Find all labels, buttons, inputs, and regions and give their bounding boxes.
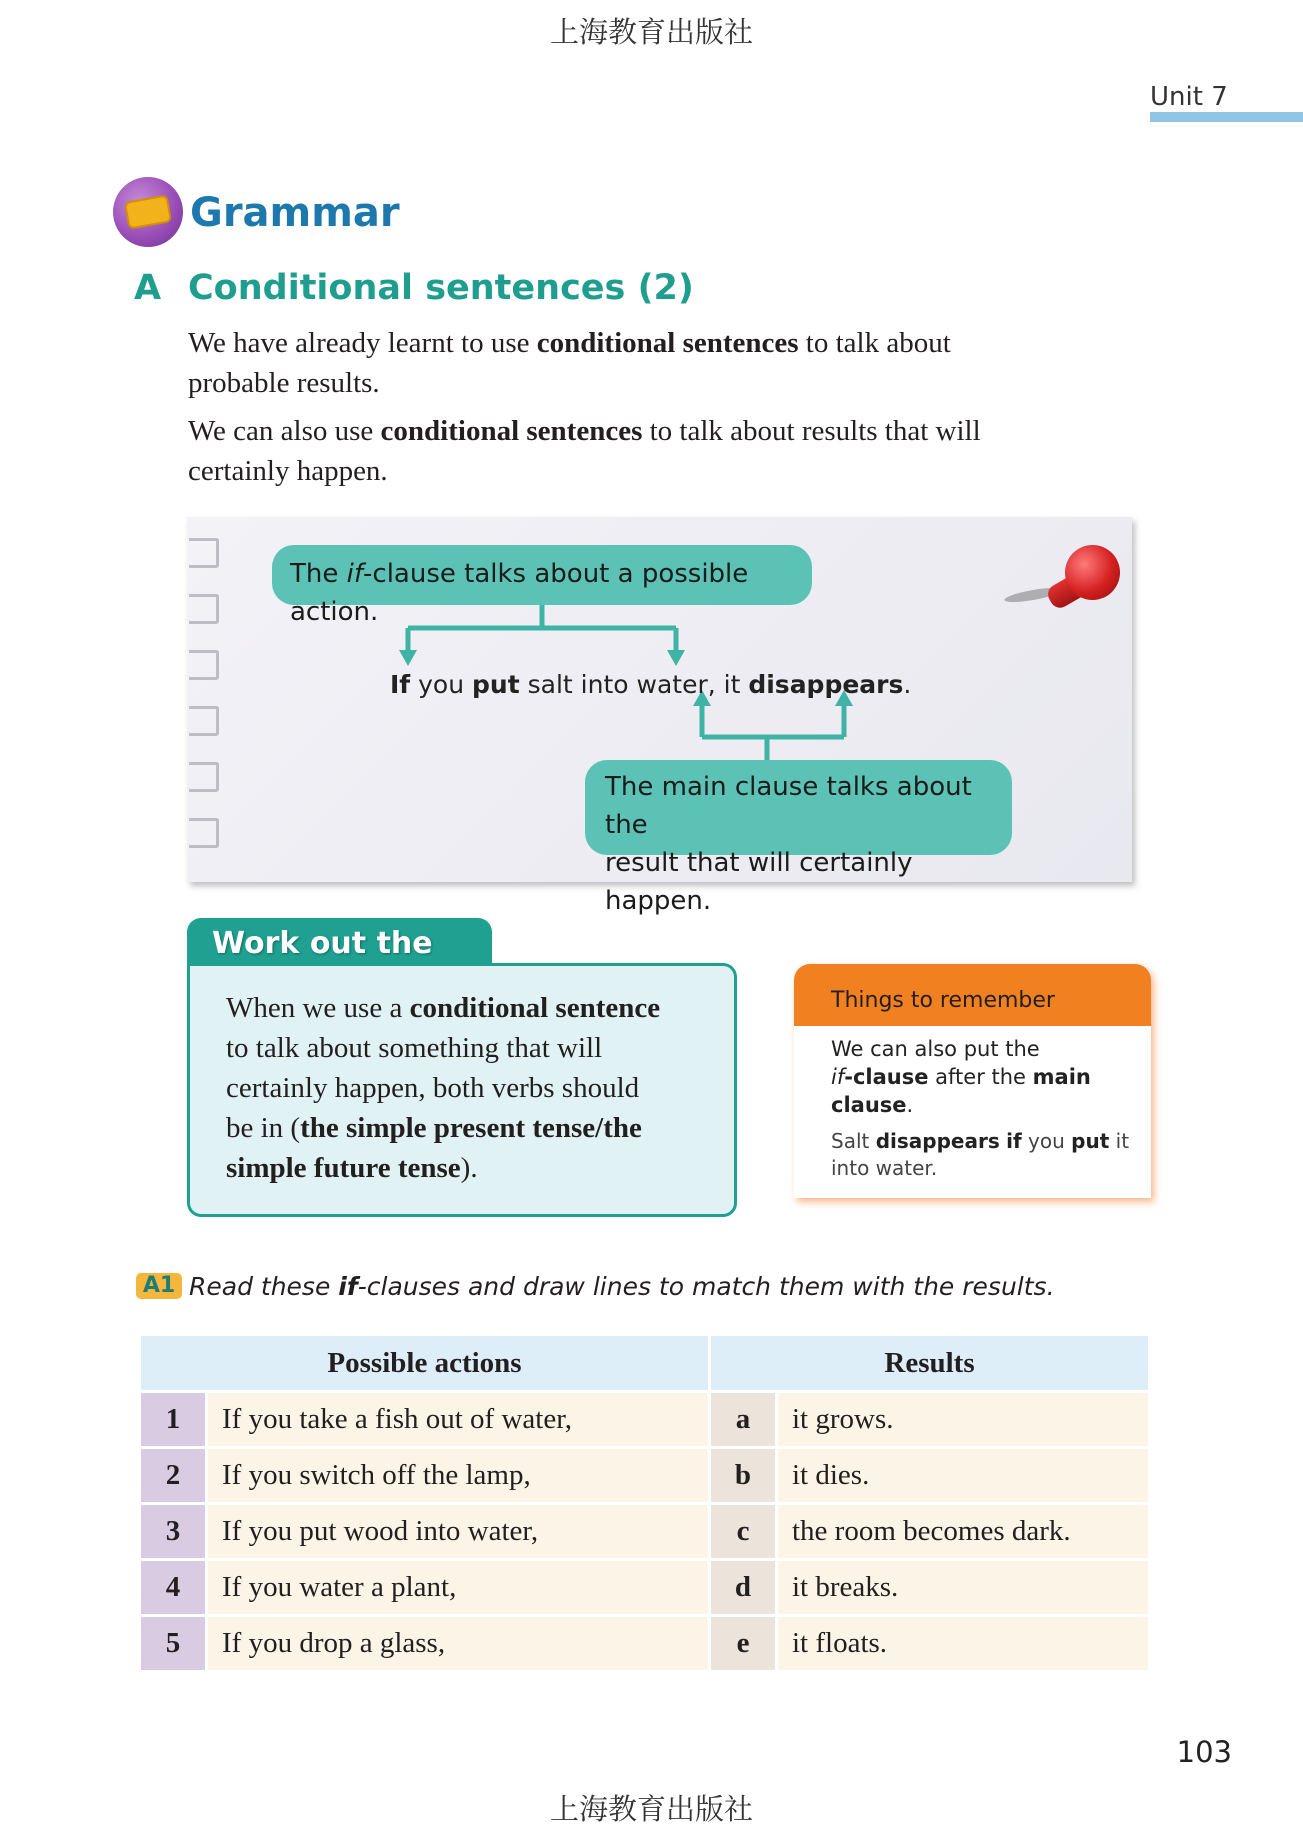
puzzle-icon xyxy=(113,177,183,247)
notebook-ring xyxy=(189,818,219,848)
work-out-rule-tab: Work out the xyxy=(187,918,492,970)
result-cell[interactable]: it breaks. xyxy=(778,1561,1148,1614)
exercise-instruction: Read these if-clauses and draw lines to match them with the results. xyxy=(189,1272,1055,1301)
page-number: 103 xyxy=(1176,1735,1232,1769)
exercise-badge: A1 xyxy=(136,1273,182,1299)
intro-paragraph-2: We can also use conditional sentences to talk about results that will certainly happen. xyxy=(188,415,981,487)
grammar-heading: Grammar xyxy=(190,190,400,236)
row-number: 3 xyxy=(141,1505,205,1558)
notebook-ring xyxy=(189,650,219,680)
remember-example: Salt disappears if you put it into water. xyxy=(831,1129,1130,1180)
pushpin-head-icon xyxy=(1065,545,1120,600)
remember-body: We can also put the if-clause after the main clause. Salt disappears if you put it into water. xyxy=(794,1026,1151,1182)
action-cell[interactable]: If you drop a glass, xyxy=(208,1617,708,1670)
unit-label: Unit 7 xyxy=(1150,82,1228,112)
table-row xyxy=(141,1617,1148,1670)
matching-table xyxy=(138,1333,1151,1673)
action-cell[interactable]: If you switch off the lamp, xyxy=(208,1449,708,1502)
notebook-ring xyxy=(189,538,219,568)
result-letter: d xyxy=(711,1561,775,1614)
publisher-footer: 上海教育出版社 xyxy=(549,1792,753,1826)
action-cell[interactable]: If you water a plant, xyxy=(208,1561,708,1614)
example-sentence: If you put salt into water, it disappears. xyxy=(390,670,912,699)
if-clause-bubble: The if-clause talks about a possible action. xyxy=(272,545,812,605)
unit-bar xyxy=(1150,112,1303,122)
row-number: 5 xyxy=(141,1617,205,1670)
action-cell[interactable]: If you take a fish out of water, xyxy=(208,1393,708,1446)
row-number: 4 xyxy=(141,1561,205,1614)
table-row xyxy=(141,1505,1148,1558)
notebook-ring xyxy=(189,594,219,624)
things-to-remember-box xyxy=(794,964,1151,1198)
remember-title: Things to remember xyxy=(794,964,1151,1026)
row-number: 2 xyxy=(141,1449,205,1502)
section-letter: A xyxy=(134,268,162,308)
col-header-results: Results xyxy=(711,1336,1148,1390)
result-letter: c xyxy=(711,1505,775,1558)
row-number: 1 xyxy=(141,1393,205,1446)
table-row xyxy=(141,1449,1148,1502)
work-out-rule-box: When we use a conditional sentence to talk about something that will certainly happen, both verbs should be in (the simple present tense/the simple future tense). xyxy=(187,963,737,1217)
intro-paragraph-1: We have already learnt to use conditional sentences to talk about probable results. xyxy=(188,327,951,399)
result-cell[interactable]: the room becomes dark. xyxy=(778,1505,1148,1558)
result-letter: b xyxy=(711,1449,775,1502)
publisher-header: 上海教育出版社 xyxy=(549,15,753,49)
result-cell[interactable]: it grows. xyxy=(778,1393,1148,1446)
table-row xyxy=(141,1561,1148,1614)
section-title: Conditional sentences (2) xyxy=(188,268,694,308)
notebook-ring xyxy=(189,762,219,792)
result-cell[interactable]: it floats. xyxy=(778,1617,1148,1670)
result-letter: e xyxy=(711,1617,775,1670)
main-clause-bubble: The main clause talks about the result that will certainly happen. xyxy=(585,760,1012,855)
result-letter: a xyxy=(711,1393,775,1446)
table-row xyxy=(141,1393,1148,1446)
action-cell[interactable]: If you put wood into water, xyxy=(208,1505,708,1558)
notebook-ring xyxy=(189,706,219,736)
result-cell[interactable]: it dies. xyxy=(778,1449,1148,1502)
col-header-actions: Possible actions xyxy=(141,1336,708,1390)
